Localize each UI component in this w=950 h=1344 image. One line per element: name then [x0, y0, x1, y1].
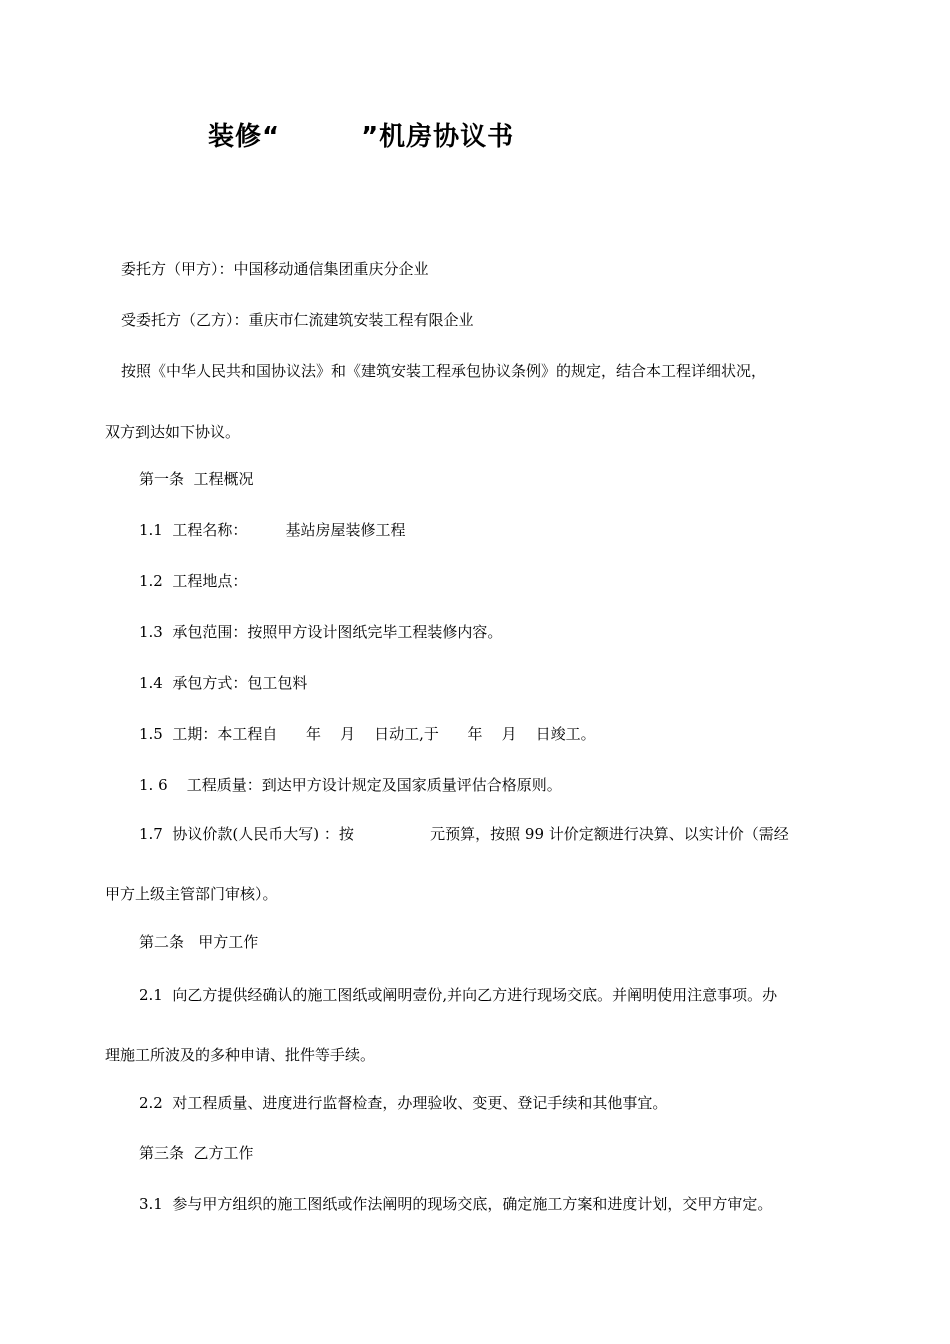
clause-2-1-line-1: 2.1 向乙方提供经确认的施工图纸或阐明壹份,并向乙方进行现场交底。并阐明使用注意事项。办 [139, 986, 778, 1004]
article-2-heading: 第二条 甲方工作 [139, 933, 259, 951]
clause-1-7-line-1: 1.7 协议价款(人民币大写) ：按 元预算，按照 99 计价定额进行决算、以实计价（需经 [139, 825, 789, 843]
article-3-heading: 第三条 乙方工作 [139, 1144, 254, 1162]
clause-1-3: 1.3 承包范围：按照甲方设计图纸完毕工程装修内容。 [139, 623, 503, 641]
clause-2-2: 2.2 对工程质量、进度进行监督检查，办理验收、变更、登记手续和其他事宜。 [139, 1094, 668, 1112]
clause-2-1-line-2: 理施工所波及的多种申请、批件等手续。 [105, 1046, 376, 1064]
article-1-heading: 第一条 工程概况 [139, 470, 254, 488]
clause-1-5: 1.5 工期：本工程自 年 月 日动工,于 年 月 日竣工。 [139, 725, 596, 743]
clause-1-2: 1.2 工程地点： [139, 572, 248, 590]
client-party: 委托方（甲方）：中国移动通信集团重庆分企业 [121, 260, 429, 278]
contractor-party: 受委托方（乙方）：重庆市仁流建筑安装工程有限企业 [121, 311, 474, 329]
preamble-line-1: 按照《中华人民共和国协议法》和《建筑安装工程承包协议条例》的规定，结合本工程详细状况， [121, 362, 767, 380]
document-title: 装修“ ”机房协议书 [208, 122, 515, 152]
clause-1-6: 1. 6 工程质量：到达甲方设计规定及国家质量评估合格原则。 [139, 776, 562, 794]
preamble-line-2: 双方到达如下协议。 [105, 423, 241, 441]
clause-1-1: 1.1 工程名称： 基站房屋装修工程 [139, 521, 406, 539]
clause-1-4: 1.4 承包方式：包工包料 [139, 674, 308, 692]
clause-3-1: 3.1 参与甲方组织的施工图纸或作法阐明的现场交底，确定施工方案和进度计划，交甲方审定。 [139, 1195, 773, 1213]
clause-1-7-line-2: 甲方上级主管部门审核）。 [105, 885, 278, 903]
